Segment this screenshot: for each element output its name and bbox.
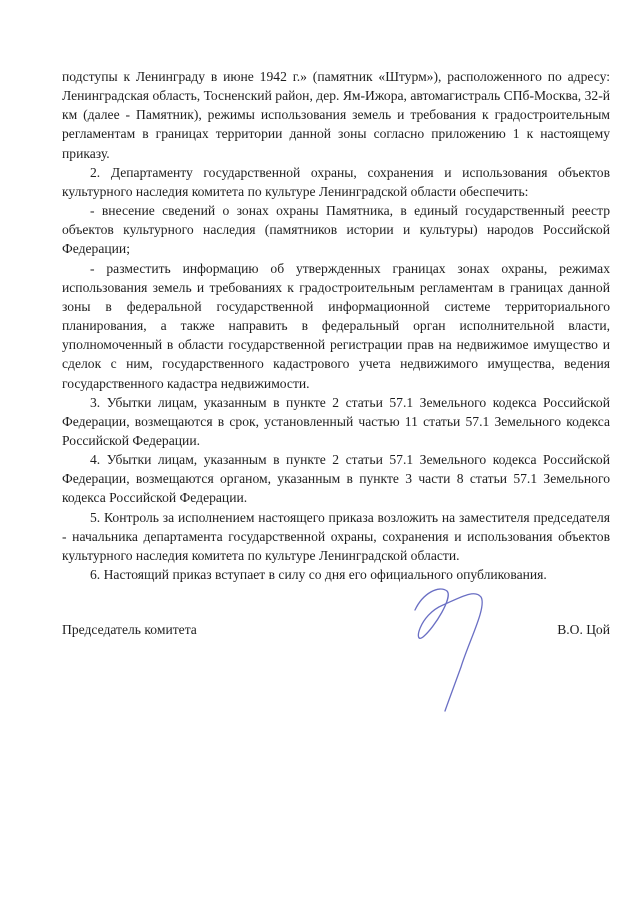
paragraph-continuation: подступы к Ленинграду в июне 1942 г.» (памятник «Штурм»), расположенного по адресу: Ленинградская область, Тосненский район, дер. Ям-Ижора, автомагистраль СПб-Москва, 32-й км (далее - Памятник), режимы использования земель и требования к градостроительным регламентам в границах территории данной зоны согласно приложению 1 к настоящему приказу. (62, 69, 610, 161)
paragraph-item-2-bullet-2: - разместить информацию об утвержденных границах зонах охраны, режимах использования земель и требованиях к градостроительным регламентам в границах данной зоны в федеральной государственной информационной системе территориального планирования, а также направить в федеральный орган исполнительной власти, уполномоченный в области государственной регистрации прав на недвижимое имущество и сделок с ним, государственного кадастрового учета недвижимого имущества, ведения государственного кадастра недвижимости. (62, 260, 610, 391)
signature-stroke (415, 589, 482, 711)
paragraph-item-4: 4. Убытки лицам, указанным в пункте 2 статьи 57.1 Земельного кодекса Российской Федерации, возмещаются органом, указанным в пункте 3 части 8 статьи 57.1 Земельного кодекса Российской Федерации. (62, 452, 610, 506)
paragraph-item-2-bullet-1: - внесение сведений о зонах охраны Памятника, в единый государственный реестр объектов культурного наследия (памятников истории и культуры) народов Российской Федерации; (62, 203, 610, 257)
paragraph-item-3: 3. Убытки лицам, указанным в пункте 2 статьи 57.1 Земельного кодекса Российской Федерации, возмещаются в срок, установленный частью 11 статьи 57.1 Земельного кодекса Российской Федерации. (62, 394, 610, 448)
signatory-name: В.О. Цой (557, 622, 610, 637)
signatory-title: Председатель комитета (62, 622, 197, 637)
document-body (62, 67, 610, 584)
paragraph-item-5: 5. Контроль за исполнением настоящего приказа возложить на заместителя председателя - начальника департамента государственной охраны, сохранения и использования объектов культурного наследия комитета по культуре Ленинградской области. (62, 509, 610, 563)
paragraph-item-6: 6. Настоящий приказ вступает в силу со дня его официального опубликования. (90, 567, 547, 583)
handwritten-signature (395, 575, 515, 715)
paragraph-item-2: 2. Департаменту государственной охраны, сохранения и использования объектов культурного наследия комитета по культуре Ленинградской области обеспечить: (62, 164, 610, 199)
